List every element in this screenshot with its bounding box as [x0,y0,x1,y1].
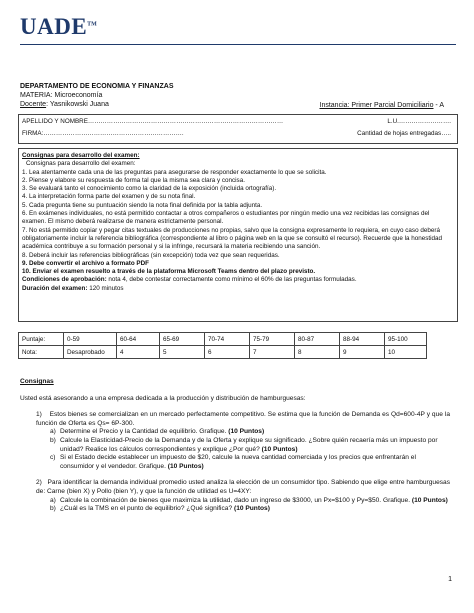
page-number: 1 [448,576,452,583]
question-2: 2) Para identificar la demanda individual promedio usted analiza la elección de un consumidor tipo. Sabiendo que elige entre hamburguesas de: Carne (bien X) y Pollo (bien Y), y que la función de utilidad es U=4XY: [36,479,450,495]
instruction-item: 2. Piense y elabore su respuesta de forma tal que la misma sea clara y concisa. [22,176,245,184]
instruction-item: 1. Lea atentamente cada una de las preguntas para asegurarse de responder exactamente lo que se solicita. [22,168,327,176]
table-cell: Puntaje: [19,333,64,346]
question-2b: b) ¿Cuál es la TMS en el punto de equilibrio? ¿Qué significa? (10 Puntos) [50,505,270,513]
header-divider [20,44,456,45]
hojas-field[interactable]: Cantidad de hojas entregadas….. [357,130,451,137]
question-1a: a) Determine el Precio y la Cantidad de equilibrio. Grafique. (10 Puntos) [50,428,265,436]
instruction-item-pdf: 9. Debe convertir el archivo a formato PDF [22,259,150,267]
instruction-item: 7. No está permitido copiar y pegar citas textuales de producciones no propias, salvo que la consigna expresamente lo requiera, en cuyo caso deberá obligatoriamente incluir la referencia bibliográfica (correspondiente al libro o página web en la que se consultó el recurso). Recuerde que la honestidad académica contribuye a su formación personal y si la infringe, recursará la materia recibiendo una sanción. [22,226,443,251]
table-cell: 0-59 [64,333,117,346]
table-cell: Desaprobado [64,346,117,359]
department-title: DEPARTAMENTO DE ECONOMIA Y FINANZAS [20,83,174,90]
instructions-subtitle: Consignas para desarrollo del examen: [26,160,136,168]
table-cell: 60-64 [117,333,160,346]
instructions-box [18,148,458,322]
table-cell: 70-74 [205,333,250,346]
uade-logo: UADE™ [20,14,97,39]
table-cell: 4 [117,346,160,359]
question-1b: b) Calcule la Elasticidad-Precio de la Demanda y de la Oferta y explique su significado. ¿Sobre quién recaería más un impuesto por unidad? Realice los cálculos correspondientes y explique ¿Por qué? (10 Puntos) [50,436,438,453]
lu-field[interactable]: L.U.……………………. [387,118,451,125]
student-id-box [18,114,458,144]
instruction-item: 3. Se evaluará tanto el conocimiento como la claridad de la exposición (incluida ortografía). [22,185,277,193]
exam-intro: Usted está asesorando a una empresa dedicada a la producción y distribución de hamburguesas: [20,394,306,402]
table-cell: 5 [160,346,205,359]
grade-table [18,332,427,359]
table-row [19,346,427,359]
table-cell: 75-79 [250,333,295,346]
question-1c: c) Si el Estado decide establecer un impuesto de $20, calcule la nueva cantidad comerciada y los precios que enfrentarán el consumidor y el vendedor. Grafique. (10 Puntos) [50,454,416,470]
table-cell: 10 [385,346,427,359]
table-cell: 9 [340,346,385,359]
exam-body [20,378,450,514]
instructions-title: Consignas para desarrollo del examen: [22,152,140,159]
instruction-item-teams: 10. Enviar el examen resuelto a través de la plataforma Microsoft Teams dentro del plazo previsto. [22,268,316,276]
question-2a: a) Calcule la combinación de bienes que maximiza la utilidad, dado un ingreso de $3000, un Px=$100 y Py=$50. Grafique. (10 Puntos) [50,496,448,504]
table-cell: 65-69 [160,333,205,346]
section-heading: Consignas [20,378,54,385]
table-cell: 95-100 [385,333,427,346]
instancia-line: Instancia: Primer Parcial Domiciliario - A [319,102,444,109]
materia-line: MATERIA: Microeconomía [20,92,103,99]
table-row [19,333,427,346]
approval-conditions: Condiciones de aprobación: nota 4, debe contestar correctamente como mínimo el 60% de las preguntas formuladas. [22,276,357,284]
table-cell: 80-87 [295,333,340,346]
docente-line: Docente: Yasnikowski Juana [20,101,109,108]
table-cell: 7 [250,346,295,359]
table-cell: Nota: [19,346,64,359]
table-cell: 8 [295,346,340,359]
exam-duration: Duración del examen: 120 minutos [22,284,124,292]
apellido-field[interactable]: APELLIDO Y NOMBRE………………………………………………………………………………… [22,118,284,125]
instruction-item: 8. Deberá incluir las referencias bibliográficas (sin excepción) toda vez que sean requeridas. [22,251,280,259]
instruction-item: 4. La interpretación forma parte del examen y de su nota final. [22,193,196,201]
table-cell: 88-94 [340,333,385,346]
instruction-item: 6. En exámenes individuales, no está permitido contactar a otros compañeros o estudiantes por ningún medio una vez recibidas las consignas del examen. El mismo deberá realizarse de manera estrictamente personal. [22,210,430,226]
table-cell: 6 [205,346,250,359]
instruction-item: 5. Cada pregunta tiene su puntuación siendo la nota final definida por la tabla adjunta. [22,201,263,209]
question-1: 1) Estos bienes se comercializan en un mercado perfectamente competitivo. Se estima que la función de Demanda es Qd=600-4P y que la función de Oferta es Qs= 6P-300. [36,411,450,427]
firma-field[interactable]: FIRMA:…………………………………………………………. [22,130,184,137]
